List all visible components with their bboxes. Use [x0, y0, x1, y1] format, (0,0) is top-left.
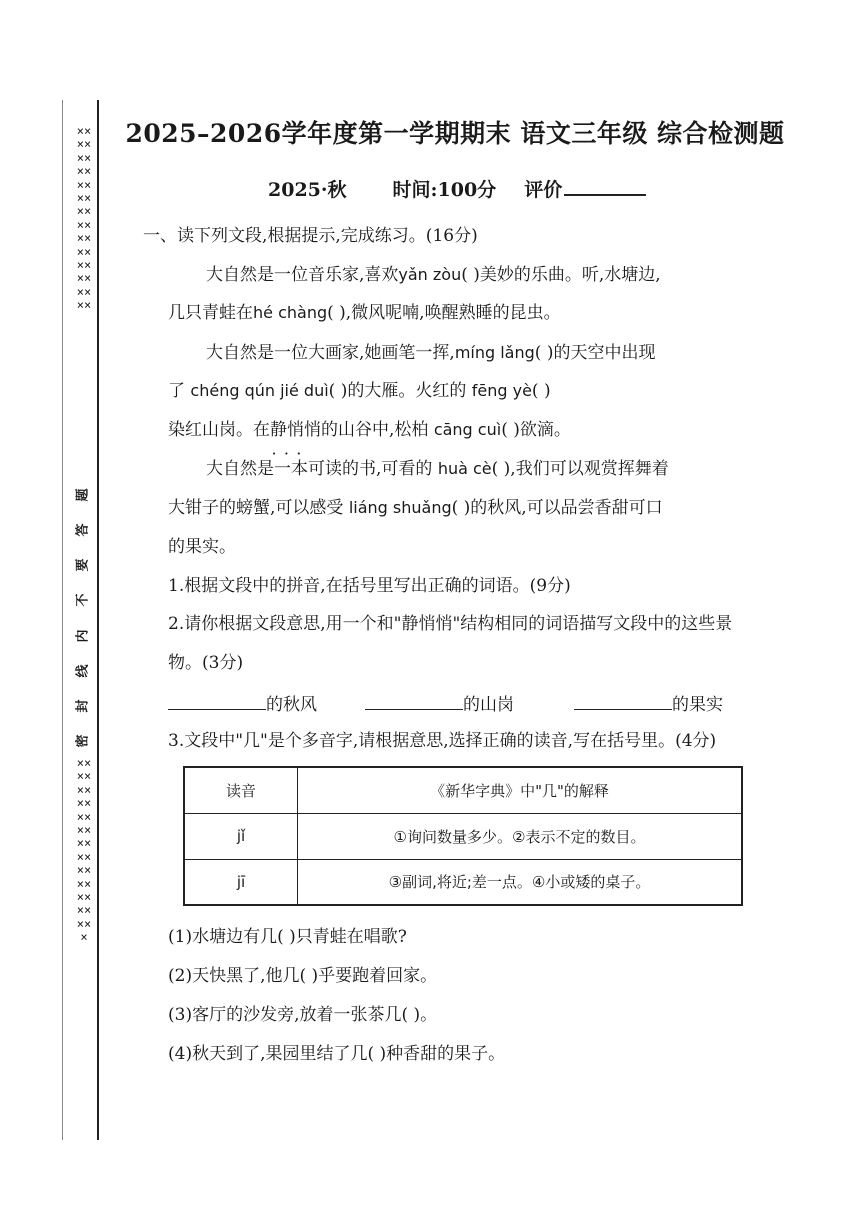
section-heading: 一、读下列文段,根据提示,完成练习。(16分) — [143, 226, 478, 246]
pinyin-prompt: cāng cuì — [433, 420, 502, 439]
binding-seal-text — [74, 488, 94, 748]
passage-line: 了 chéng qún jié duì( )的大雁。火红的 fēng yè( ) — [168, 381, 551, 401]
passage-line: 染红山岗。在静悄悄 • • •的山谷中,松柏 cāng cuì( )欲滴。 — [168, 418, 571, 442]
question-2-cont: 物。(3分) — [168, 653, 244, 673]
table-cell: jī — [184, 859, 298, 905]
question-1: 1.根据文段中的拼音,在括号里写出正确的词语。(9分) — [168, 576, 571, 596]
sub-question[interactable]: (1)水塘边有几( )只青蛙在唱歌? — [168, 927, 407, 947]
pinyin-prompt: fēng yè — [471, 381, 532, 400]
passage-line: 几只青蛙在hé chàng( ),微风呢喃,唤醒熟睡的昆虫。 — [168, 303, 561, 323]
exam-title: 2025–2026学年度第一学期期末 语文三年级 综合检测题 — [125, 119, 785, 148]
seal-char: 题 — [75, 488, 91, 502]
table-row — [184, 859, 742, 905]
passage-line: 大自然是一位音乐家,喜欢yǎn zòu( )美妙的乐曲。听,水塘边, — [206, 265, 661, 285]
table-cell: ①询问数量多少。②表示不定的数目。 — [298, 813, 743, 859]
answer-paren[interactable]: ( )的天空中出现 — [534, 343, 656, 363]
pronunciation-table — [183, 766, 743, 906]
answer-paren[interactable]: ( )的秋风,可以品尝香甜可口 — [451, 498, 663, 518]
exam-term: 2025·秋 — [268, 179, 347, 201]
question-3: 3.文段中"几"是个多音字,请根据意思,选择正确的读音,写在括号里。(4分) — [168, 731, 717, 751]
passage-line: 大自然是一本可读的书,可看的 huà cè( ),我们可以观赏挥舞着 — [206, 459, 669, 479]
passage-line: 的果实。 — [168, 537, 236, 557]
seal-char: 内 — [75, 629, 91, 643]
question-2: 2.请你根据文段意思,用一个和"静悄悄"结构相同的词语描写文段中的这些景 — [168, 614, 733, 634]
table-row — [184, 813, 742, 859]
answer-paren[interactable]: ( ) — [531, 381, 551, 401]
answer-blank[interactable] — [574, 691, 672, 710]
seal-char: 线 — [75, 664, 91, 678]
table-cell: jǐ — [184, 813, 298, 859]
answer-blank[interactable] — [168, 691, 266, 710]
binding-x-marks-top: ×××××××××××××××××××××××××××× — [76, 124, 92, 313]
table-header-cell: 读音 — [184, 767, 298, 813]
pinyin-prompt: huà cè — [437, 459, 492, 478]
seal-char: 封 — [75, 699, 91, 713]
table-header-cell: 《新华字典》中"几"的解释 — [298, 767, 743, 813]
sub-question[interactable]: (4)秋天到了,果园里结了几( )种香甜的果子。 — [168, 1044, 506, 1064]
passage-line: 大自然是一位大画家,她画笔一挥,míng lǎng( )的天空中出现 — [206, 343, 656, 363]
grade-label: 评价 — [524, 179, 563, 201]
table-cell: ③副词,将近;差一点。④小或矮的桌子。 — [298, 859, 743, 905]
answer-paren[interactable]: ( ),微风呢喃,唤醒熟睡的昆虫。 — [327, 303, 561, 323]
binding-x-marks-bottom: ××××××××××××××××××××××××××× — [76, 756, 92, 945]
answer-blank[interactable] — [365, 691, 463, 710]
pinyin-prompt: míng lǎng — [454, 343, 535, 362]
seal-char: 密 — [75, 734, 91, 748]
binding-outer-line — [62, 100, 63, 1140]
question-2-blanks: 的秋风 的山岗 的果实 — [168, 691, 723, 717]
pinyin-prompt: yǎn zòu — [398, 265, 462, 284]
exam-subtitle — [268, 175, 646, 202]
answer-paren[interactable]: ( ),我们可以观赏挥舞着 — [491, 459, 669, 479]
sub-question[interactable]: (2)天快黑了,他几( )乎要跑着回家。 — [168, 966, 438, 986]
passage-line: 大钳子的螃蟹,可以感受 liáng shuǎng( )的秋风,可以品尝香甜可口 — [168, 498, 663, 518]
seal-char: 不 — [75, 593, 91, 607]
pinyin-prompt: liáng shuǎng — [348, 498, 452, 517]
answer-paren[interactable]: ( )的大雁。火红的 — [328, 381, 467, 401]
answer-paren[interactable]: ( )美妙的乐曲。听,水塘边, — [461, 265, 661, 285]
seal-char: 要 — [75, 558, 91, 572]
binding-line — [97, 100, 99, 1140]
answer-paren[interactable]: ( )欲滴。 — [501, 420, 571, 440]
emphasized-word: 静悄悄 • • • — [270, 420, 321, 440]
sub-question[interactable]: (3)客厅的沙发旁,放着一张茶几( )。 — [168, 1005, 438, 1025]
pinyin-prompt: chéng qún jié duì — [190, 381, 329, 400]
exam-time: 时间:100分 — [392, 179, 497, 201]
pinyin-prompt: hé chàng — [253, 303, 328, 322]
table-header-row — [184, 767, 742, 813]
grade-blank[interactable] — [564, 176, 646, 196]
seal-char: 答 — [75, 523, 91, 537]
